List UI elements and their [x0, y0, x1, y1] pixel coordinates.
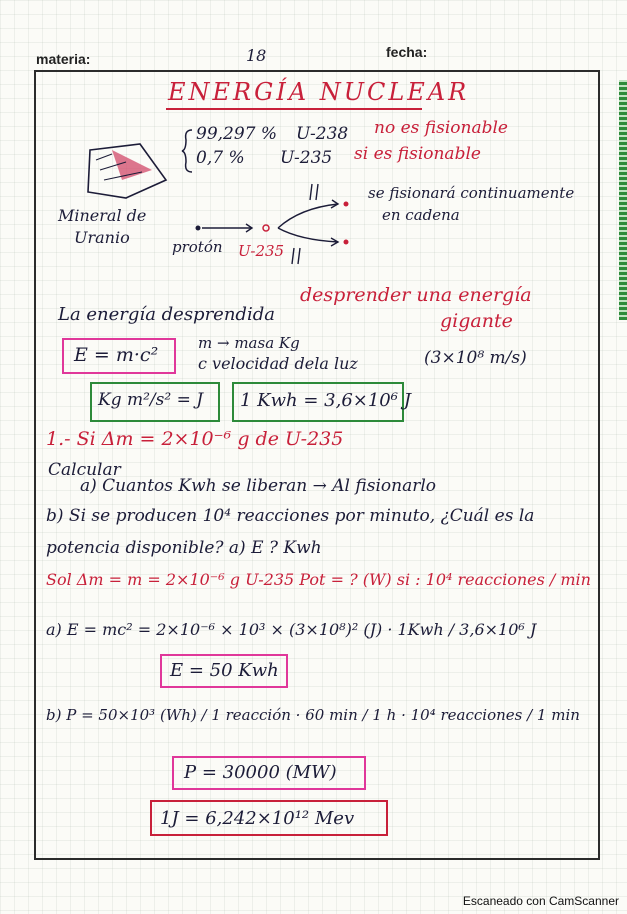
iso1-note: no es fisionable: [374, 118, 508, 138]
unit-box-text: Kg m²/s² = J: [98, 390, 204, 410]
problem-line-2: Calcular: [48, 460, 121, 480]
mineral-sketch: [82, 140, 172, 202]
energy-line: La energía desprendida: [58, 304, 275, 325]
mineral-label-1: Mineral de: [58, 206, 147, 225]
page-number: 18: [246, 46, 267, 65]
formula-m: m → masa Kg: [198, 334, 300, 352]
edge-strip: [619, 80, 627, 320]
problem-line-1: 1.- Si Δm = 2×10⁻⁶ g de U-235: [46, 428, 344, 450]
scanner-footer: Escaneado con CamScanner: [462, 894, 619, 908]
mineral-label-2: Uranio: [74, 228, 130, 247]
problem-line-3: a) Cuantos Kwh se liberan → Al fisionarlo: [80, 476, 437, 496]
problem-line-5: potencia disponible? a) E ? Kwh: [46, 538, 322, 558]
solution-line: Sol Δm = m = 2×10⁻⁶ g U-235 Pot = ? (W) si : 10⁴ reacciones / min: [46, 570, 591, 589]
materia-label: materia:: [36, 51, 91, 67]
release-note-2: gigante: [440, 310, 513, 332]
chain-note-2: en cadena: [382, 206, 460, 224]
proton-label: protón: [172, 238, 223, 256]
release-note: desprender una energía: [300, 284, 532, 306]
iso2-note: si es fisionable: [354, 144, 481, 164]
iso1-label: U-238: [296, 124, 349, 144]
chain-note-1: se fisionará continuamente: [368, 184, 575, 202]
title-underline: [166, 108, 422, 110]
result-a: E = 50 Kwh: [170, 660, 279, 681]
light-speed: (3×10⁸ m/s): [424, 348, 527, 368]
result-b: P = 30000 (MW): [184, 762, 337, 783]
u235-label: U-235: [238, 242, 285, 260]
solution-a: a) E = mc² = 2×10⁻⁶ × 10³ × (3×10⁸)² (J) · 1Kwh / 3,6×10⁶ J: [46, 620, 537, 639]
iso1-pct: 99,297 %: [196, 124, 278, 144]
iso2-label: U-235: [280, 148, 333, 168]
mev-text: 1J = 6,242×10¹² Mev: [160, 808, 355, 829]
iso2-pct: 0,7 %: [196, 148, 245, 168]
formula: E = m·c²: [74, 344, 159, 366]
solution-b: b) P = 50×10³ (Wh) / 1 reacción · 60 min / 1 h · 10⁴ reacciones / 1 min: [46, 706, 580, 724]
brace: [180, 128, 194, 174]
problem-line-4: b) Si se producen 10⁴ reacciones por minuto, ¿Cuál es la: [46, 506, 535, 526]
page-title: ENERGÍA NUCLEAR: [168, 78, 470, 106]
fecha-label: fecha:: [386, 44, 428, 60]
formula-c: c velocidad dela luz: [198, 354, 358, 373]
kwh-box-text: 1 Kwh = 3,6×10⁶ J: [240, 390, 411, 411]
